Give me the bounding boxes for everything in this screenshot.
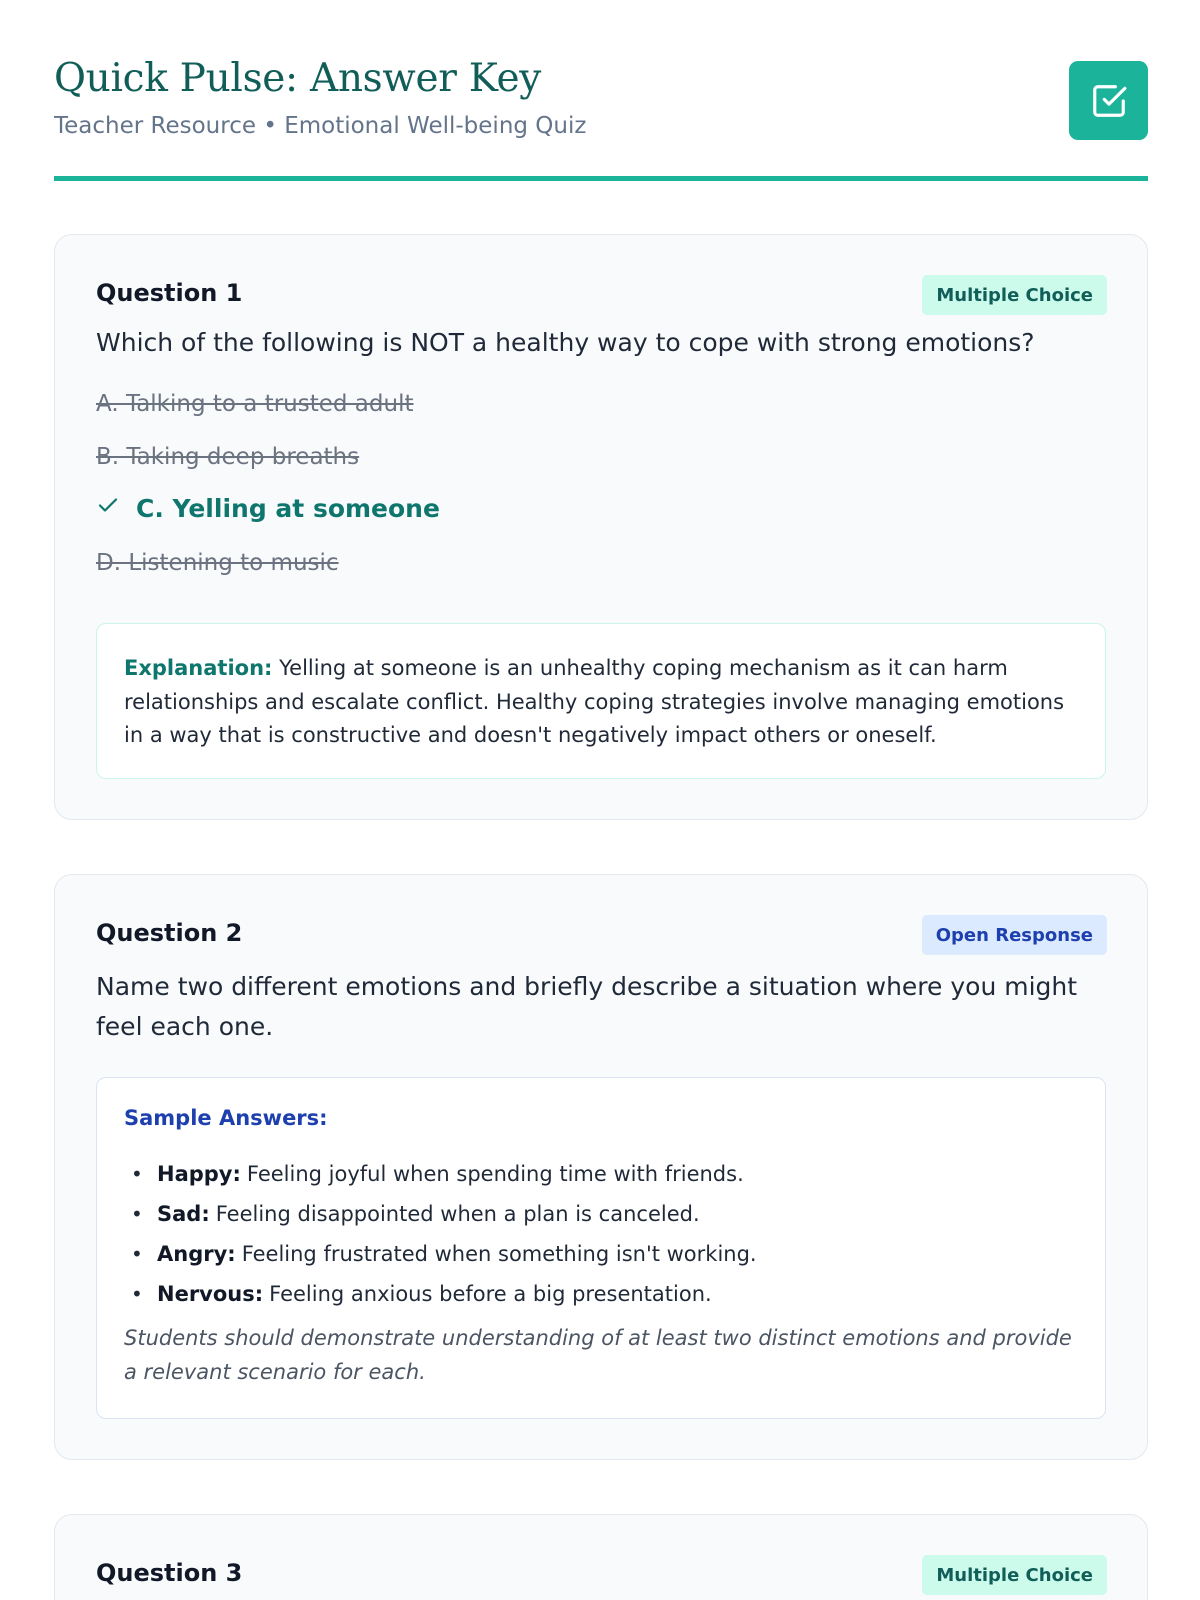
bullet-icon: • — [131, 1202, 143, 1226]
option-d-incorrect: D. Listening to music — [96, 550, 339, 576]
option-a-incorrect: A. Talking to a trusted adult — [96, 391, 414, 417]
option-c-correct — [96, 493, 440, 523]
list-item — [124, 1274, 757, 1314]
correct-answer-text: C. Yelling at someone — [136, 493, 440, 523]
question-text: Name two different emotions and briefly describe a situation where you might feel each one. — [96, 972, 1078, 1041]
question-card-1 — [54, 234, 1148, 820]
bullet-icon: • — [131, 1162, 143, 1186]
emotion-name: Sad: — [157, 1202, 210, 1226]
explanation-label: Explanation: — [124, 656, 273, 680]
sample-answers-list — [124, 1154, 757, 1314]
question-type-badge: Multiple Choice — [922, 1555, 1107, 1595]
emotion-scenario: Feeling anxious before a big presentation. — [269, 1282, 712, 1306]
question-card-3 — [54, 1514, 1148, 1600]
question-label: Question 2 — [96, 919, 243, 947]
checkmark-icon — [96, 493, 136, 523]
bullet-icon: • — [131, 1282, 143, 1306]
option-b-incorrect: B. Taking deep breaths — [96, 444, 360, 470]
explanation-text: Yelling at someone is an unhealthy coping mechanism as it can harm relationships and escalate conflict. Healthy coping strategies involve managing emotions in a way that is constructive and doesn't negatively impact others or oneself. — [124, 656, 1065, 747]
grading-note: Students should demonstrate understanding of at least two distinct emotions and provide a relevant scenario for each. — [124, 1326, 1072, 1384]
list-item — [124, 1194, 757, 1234]
question-type-badge: Open Response — [922, 915, 1107, 955]
question-label: Question 3 — [96, 1559, 243, 1587]
emotion-name: Happy: — [157, 1162, 241, 1186]
checkbox-icon[interactable] — [1069, 61, 1148, 140]
question-text: Which of the following is NOT a healthy way to cope with strong emotions? — [96, 328, 1035, 357]
sample-answers-title: Sample Answers: — [124, 1106, 328, 1130]
question-type-badge: Multiple Choice — [922, 275, 1107, 315]
list-item — [124, 1154, 757, 1194]
explanation-box — [96, 623, 1106, 779]
question-card-2 — [54, 874, 1148, 1460]
emotion-scenario: Feeling joyful when spending time with friends. — [246, 1162, 744, 1186]
sample-answers-box — [96, 1077, 1106, 1419]
emotion-scenario: Feeling disappointed when a plan is canceled. — [215, 1202, 700, 1226]
page-header — [54, 0, 1148, 181]
list-item — [124, 1234, 757, 1274]
bullet-icon: • — [131, 1242, 143, 1266]
page-title: Quick Pulse: Answer Key — [54, 56, 541, 101]
page-subtitle: Teacher Resource • Emotional Well-being Quiz — [54, 113, 587, 139]
emotion-name: Angry: — [157, 1242, 236, 1266]
question-label: Question 1 — [96, 279, 243, 307]
emotion-name: Nervous: — [157, 1282, 264, 1306]
emotion-scenario: Feeling frustrated when something isn't working. — [241, 1242, 757, 1266]
